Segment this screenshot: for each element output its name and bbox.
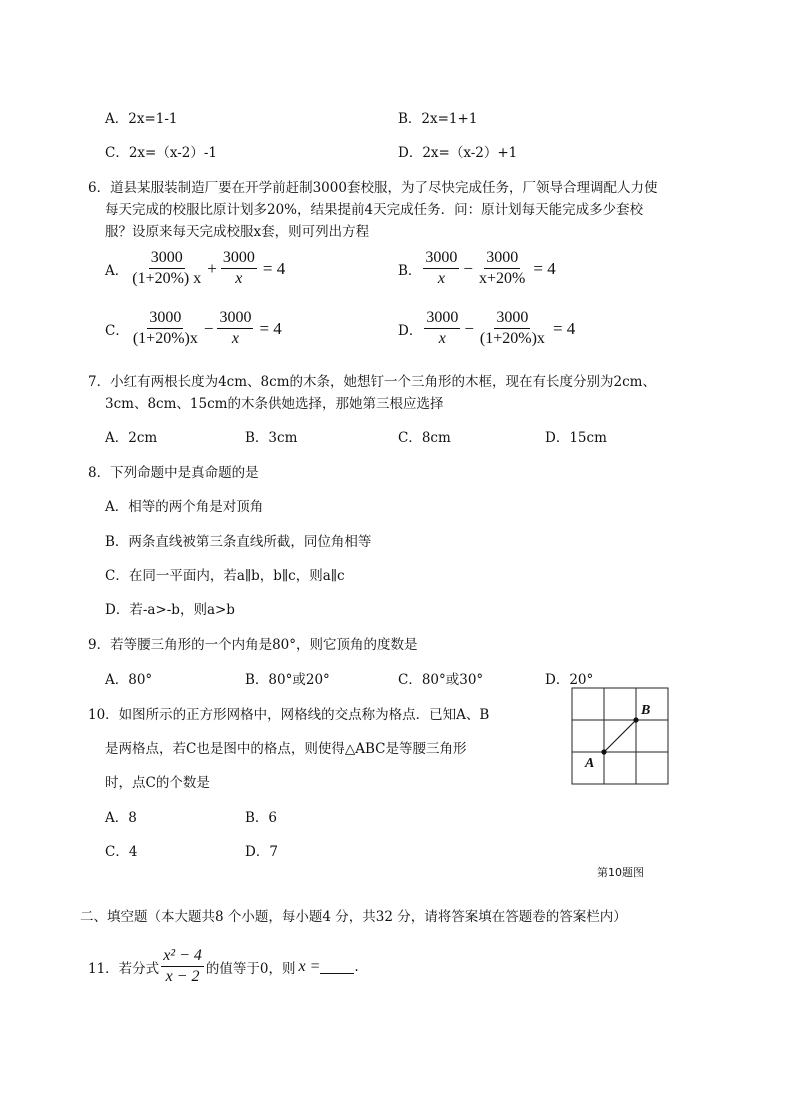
q5-option-a: A．2x=1-1	[105, 111, 178, 127]
q11-fraction: $\frac{\text{x² − 4}}{x - 2}$	[163, 947, 202, 985]
q9-option-b: B．80°或20°	[245, 672, 330, 688]
q7-stem-line1: 7．小红有两根长度为4cm、8cm的木条，她想钉一个三角形的木框，现在有长度分别为2cm、	[88, 374, 656, 390]
q7-option-b: B．3cm	[245, 430, 298, 446]
q6-option-d: D． $\frac{3000}{x}$ − $\frac{3000}{(1+20\%)x}$ = 4	[398, 309, 576, 347]
q8-option-d: D．若-a>-b，则a>b	[105, 602, 235, 618]
q10-stem-line3: 时，点C的个数是	[105, 775, 210, 791]
q10-stem-line1: 10．如图所示的正方形网格中，网格线的交点称为格点．已知A、B	[88, 707, 490, 723]
q8-option-c: C．在同一平面内，若a∥b，b∥c，则a∥c	[105, 568, 345, 584]
q11-variable: x =	[298, 957, 321, 975]
fraction: $\frac{3000}{(1+20\%)x}$	[132, 309, 198, 347]
q9-option-d: D．20°	[545, 672, 594, 688]
q10-option-c: C．4	[105, 844, 138, 860]
fraction: $\frac{3000}{x}$	[425, 249, 458, 287]
figure-caption: 第10题图	[597, 866, 644, 879]
q8-option-b: B．两条直线被第三条直线所截，同位角相等	[105, 534, 372, 550]
fraction: $\frac{3000}{(1+20\%) x}$	[132, 249, 202, 287]
q6-stem-line3: 服？设原来每天完成校服x套，则可列出方程	[105, 224, 370, 240]
q9-option-c: C．80°或30°	[398, 672, 484, 688]
q10-option-a: A．8	[105, 810, 137, 826]
label-b: B	[641, 703, 651, 718]
q6-option-a: A． $\frac{3000}{(1+20\%) x}$ + $\frac{3000}{x}$ = 4	[105, 249, 286, 287]
q8-stem: 8．下列命题中是真命题的是	[88, 465, 259, 481]
q11-end: .	[354, 958, 359, 975]
fraction: $\frac{3000}{x}$	[219, 309, 252, 347]
fraction: $\frac{3000}{x+20\%}$	[479, 249, 526, 287]
q7-option-d: D．15cm	[545, 430, 607, 446]
q5-option-d: D．2x=（x-2）+1	[398, 145, 518, 161]
fraction: $\frac{3000}{x}$	[426, 309, 459, 347]
q6-option-b: B． $\frac{3000}{x}$ − $\frac{3000}{x+20\%}$ = 4	[398, 249, 556, 287]
answer-blank[interactable]	[320, 959, 354, 974]
point-a	[601, 749, 606, 754]
q7-option-c: C．8cm	[398, 430, 451, 446]
q8-option-a: A．相等的两个角是对顶角	[105, 499, 264, 515]
q7-stem-line2: 3cm、8cm、15cm的木条供她选择，那她第三根应选择	[105, 396, 444, 412]
q10-option-d: D．7	[245, 844, 278, 860]
q10-option-b: B．6	[245, 810, 278, 826]
q6-stem-line1: 6．道县某服装制造厂要在开学前赶制3000套校服，为了尽快完成任务，厂领导合理调配人力使	[88, 180, 658, 196]
option-label: C．	[105, 322, 129, 339]
section-heading: 二、填空题（本大题共8 个小题，每小题4 分，共32 分，请将答案填在答题卷的答案栏内）	[80, 909, 627, 925]
q9-stem: 9．若等腰三角形的一个内角是80°，则它顶角的度数是	[88, 637, 418, 653]
segment-ab	[604, 720, 636, 752]
fraction: $\frac{3000}{(1+20\%)x}$	[479, 309, 545, 347]
q10-grid-figure	[565, 683, 675, 793]
q11-prefix: 11．若分式	[88, 960, 160, 977]
q6-stem-line2: 每天完成的校服比原计划多20%，结果提前4天完成任务．问：原计划每天能完成多少套校	[105, 202, 644, 218]
point-b	[633, 717, 638, 722]
q11-middle: 的值等于0，则	[205, 960, 296, 977]
q5-option-c: C．2x=（x-2）-1	[105, 145, 218, 161]
q10-stem-line2: 是两格点，若C也是图中的格点，则使得△ABC是等腰三角形	[105, 741, 467, 757]
option-label: B．	[398, 262, 422, 279]
q7-option-a: A．2cm	[105, 430, 158, 446]
label-a: A	[585, 756, 595, 771]
q11-stem	[88, 946, 359, 987]
option-label: D．	[398, 322, 423, 339]
q9-option-a: A．80°	[105, 672, 153, 688]
option-label: A．	[105, 262, 129, 279]
fraction: $\frac{3000}{x}$	[222, 249, 255, 287]
q5-option-b: B．2x=1+1	[398, 111, 478, 127]
q6-option-c: C． $\frac{3000}{(1+20\%)x}$ − $\frac{3000}{x}$ = 4	[105, 309, 282, 347]
